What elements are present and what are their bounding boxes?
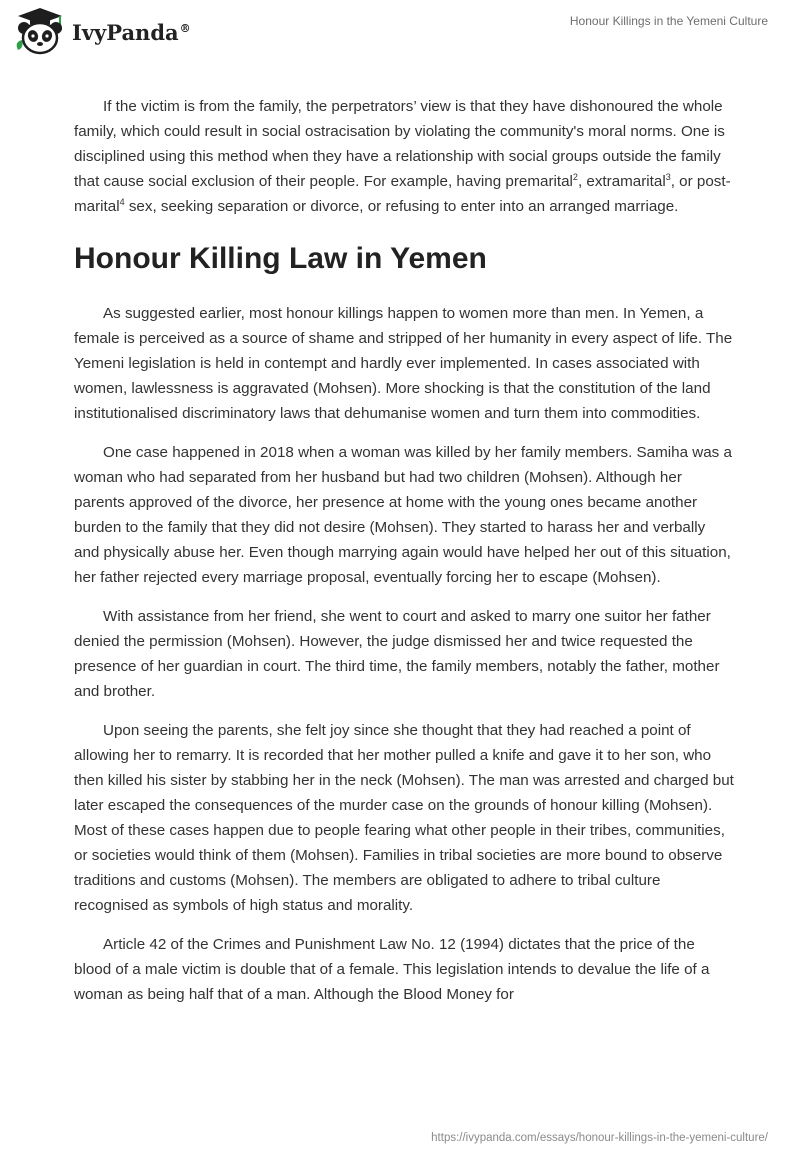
page-header <box>0 0 800 70</box>
section-heading: Honour Killing Law in Yemen <box>74 242 487 275</box>
source-url[interactable]: https://ivypanda.com/essays/honour-killings-in-the-yemeni-culture/ <box>431 1132 768 1144</box>
paragraph: With assistance from her friend, she went to court and asked to marry one suitor her father denied the permission (Mohsen). However, the judge dismissed her and twice requested the presence of her guardian in court. The third time, the family members, notably the father, mother and brother. <box>74 608 720 700</box>
paragraph: One case happened in 2018 when a woman was killed by her family members. Samiha was a woman who had separated from her husband but had two children (Mohsen). Although her parents approved of the divorce, her presence at home with the young ones became another burden to the family that they did not desire (Mohsen). They started to harass her and verbally and physically abuse her. Even though marrying again would have helped her out of this situation, her father rejected every marriage proposal, eventually forcing her to escape (Mohsen). <box>74 444 732 586</box>
paragraph: As suggested earlier, most honour killings happen to women more than men. In Yemen, a female is perceived as a source of shame and stripped of her humanity in every aspect of life. The Yemeni legislation is held in contempt and hardly ever implemented. In cases associated with women, lawlessness is aggravated (Mohsen). More shocking is that the constitution of the land institutionalised discriminatory laws that dehumanise women and turn them into commodities. <box>74 305 733 422</box>
paragraph: Upon seeing the parents, she felt joy since she thought that they had reached a point of allowing her to remarry. It is recorded that her mother pulled a knife and gave it to her son, who then killed his sister by stabbing her in the neck (Mohsen). The man was arrested and charged but later escaped the consequences of the murder case on the grounds of honour killing (Mohsen). Most of these cases happen due to people fearing what other people in their tribes, communities, or societies would think of them (Mohsen). Families in tribal societies are more bound to observe traditions and customs (Mohsen). The members are obligated to adhere to tribal culture recognised as symbols of high status and morality. <box>74 722 734 914</box>
footnote-ref[interactable]: 2 <box>572 171 578 182</box>
brand-name: IvyPanda® <box>72 19 191 45</box>
document-title: Honour Killings in the Yemeni Culture <box>569 14 768 28</box>
paragraph: If the victim is from the family, the perpetrators’ view is that they have dishonoured the whole family, which could result in social ostracisation by violating the community's moral norms. One is disciplined using this method when they have a relationship with social groups outside the family that cause social exclusion of their people. For example, having premarital$^2$, extramarital$^3$, or post-marital$^4$ sex, seeking separation or divorce, or refusing to enter into an arranged marriage. <box>74 98 731 215</box>
paragraph: Article 42 of the Crimes and Punishment Law No. 12 (1994) dictates that the price of the blood of a male victim is double that of a female. This legislation intends to devalue the life of a woman as being half that of a man. Although the Blood Money for <box>74 936 710 1003</box>
footnote-ref[interactable]: 4 <box>119 196 125 207</box>
ivypanda-logo[interactable] <box>12 6 191 58</box>
footnote-ref[interactable]: 3 <box>665 171 671 182</box>
panda-graduate-icon <box>12 6 68 58</box>
article-body <box>74 94 734 1021</box>
